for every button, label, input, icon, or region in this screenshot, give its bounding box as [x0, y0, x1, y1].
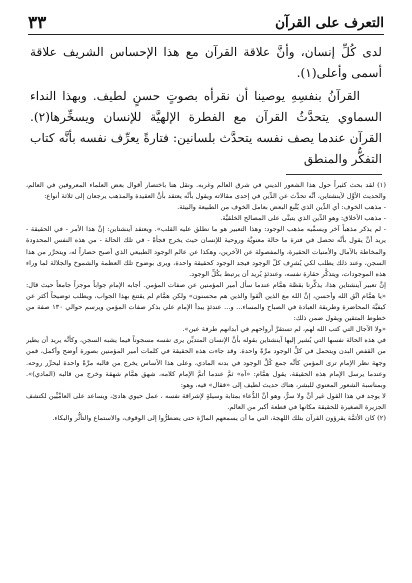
footnote-1-fear: - مذهب الخوف: أي الدِّين الذي يُتَّبع البعض بعامل الخوف من الطبيعة والبيئة.: [177, 203, 386, 212]
footnote-1-existence: - لم يذكر مذهباً آخر ويسمِّيه مذهب الوجود: وهذا التعبير هو ما نطلق عليه القلب». ويعتقد آينشتاين: إنَّ هذا الأمر - في الحقيقة - يريد أنَّ يقول بأنَّه تحصل في فترة ما حالة معنويَّة وروحية للإنسان حيث يخرج فجأةً - في تلك الحالة - من هذه النفس المحدودة والمخاطة بالآمال والأمنيات الحقيرة، والمفصولة عن الآخرين، وهكذا عن عالم الوجود الطبيعي الذي أصبح حصاراً له، ويتحرَّر من هذا السجن، وعند ذلك يطلب لكي يُشرِف كلّ الوجود فيجد الوجود كحقيقة واحدة، ويرى بوضوح تلك العظمة والشموخ والجلالة لما وراء هذه الموجودات، ويتذكَّر حقارة نفسه، وعندئذٍ يُريد أن يرتبط بكُلِّ الوجود.: [26, 225, 386, 278]
main-paragraph-2: القرآنُ بنفسِهِ يوصينا أن نقرأه بصوتٍ حسنٍ لطيف. وبهذا النداء السماوي يتحدَّثُ القرآن مع الفطرة الإلهيَّة للإنسان ويسخِّرها(٢). القرآن عندما يصف نفسه يتحدَّث بلسانين: فتارةً يعرِّف نفسه بأنَّه كتاب التفكُّر والمنطق: [30, 89, 382, 166]
footnote-1-prayer: لا يوجد في هذا القول غير أنَّ ولا سرٌّ، وهو أنَّ الدُّعاء بمثابة وسيلةٍ لإشراقة نفسه ، عمل حيوي هادئ، ويساعد على العامِّيِّين لكتشف الجزيرة الصغيرة للحقيقة مكانها في قطعة أكبر من العالم.: [26, 391, 386, 411]
main-paragraph-1: لدى كُلِّ إنسان، وأنَّ علاقة القرآن مع هذا الإحساس الشريف علاقة أسمى وأعلى(١).: [30, 45, 382, 80]
footnote-1-explanation: في هذه الحالة نفسها التي يُشير إليها آينشتاين بقوله بأنَّ الإنسان المتديِّن يرى نفسه مسجوناً فيما يشبه السجن، وكأنَّه يريد أن يطير من القفص البدن ويتحمل في كلِّ الوجود مرَّةً واحدة. وقد جاءت هذه الحقيقة في كلمات أمير المؤمنين بصورة أوضح وأكمل، فمن وجهة نظر الإمام ترى المؤمن كأنَّه جمع كُلَّ الوجود في بدنه المادي، وعلى هذا الأساس يخرج من قالبه مرَّةً واحدة ليحرِّر روحه. وعندما يرسل الإمام هذه الحقيقة، يقول همَّام: «آه» ثمَّ عندما أتمَّ الإمام كلامه، شهق همَّام شهقة وخرج من قالبه (المادي)». وبمناسبة الشعور المعنوي للبشر، هناك حديث لطيف إلى «فقال» قيه، وهو:: [26, 336, 386, 389]
footnote-2: (٢) كان الأئمَّة يقرؤون القرآن بتلك اللهجة، التي ما أن يسمعهم المارَّة حتى يضطرُّوا إلى الوقوف، والاستماع والتأثُّر والبكاء.: [52, 413, 386, 422]
footnote-separator: [286, 174, 382, 175]
footnote-1-intro: (١) لقد بحث كثيراً حول هذا الشعور الديني في شرق العالم وغربه. ونقل هنا باختصار أقوال بعض العلماء المعروفين في العالم، والحديث الأوَّل لآينشتاين، أنَّه تحدَّث عن الدِّين في إحدى مقالاته ويقول بأنَّه يعتقد بأنَّ العقيدة والمذهب يرجعان إلى ثلاثة أنواع:: [26, 181, 386, 201]
page-number: ٣٣: [28, 13, 47, 33]
footnotes: [26, 180, 386, 577]
footnote-1-ethics: - مذهب الأخلاق: وهو الدِّين الذي يتبنَّى على المصالح الخلقيَّة.: [220, 214, 386, 223]
footnote-1-hammam: إنَّ تعبير آينشتاين هذا، يذكِّرنا بقصَّة همَّام عندما سأل أمير المؤمنين عن صفات المؤمن. أجابه الإمام جواباً موجزاً جامعاً حيث قال: «يا همَّام اتَّق الله وأحسن، إنَّ الله مع الذين اتَّقوا والذين هم محسنون» ولكن همَّام لم يقتنع بهذا الجواب، ويطلب توضيحاً أكثر عن كيفيَّة المحاضرة وطريقة العبادة في الصباح والمساء... و... عندئذٍ يبدأ الإمام علي بذكر صفات المؤمن ويرسم حوالي ١٣٠ صفة من خطوط المتقين ويقول ضمن ذلك:: [26, 280, 386, 323]
footnote-1-quote: «ولا الآجال التي كتب الله لهم، لم تستقرَّ أرواحهم في أبدانهم طرفة عين».: [182, 325, 386, 334]
header-rule: [28, 34, 384, 35]
main-text: [30, 42, 382, 172]
page-header: [28, 6, 384, 34]
running-title: التعرف على القرآن: [275, 14, 384, 31]
